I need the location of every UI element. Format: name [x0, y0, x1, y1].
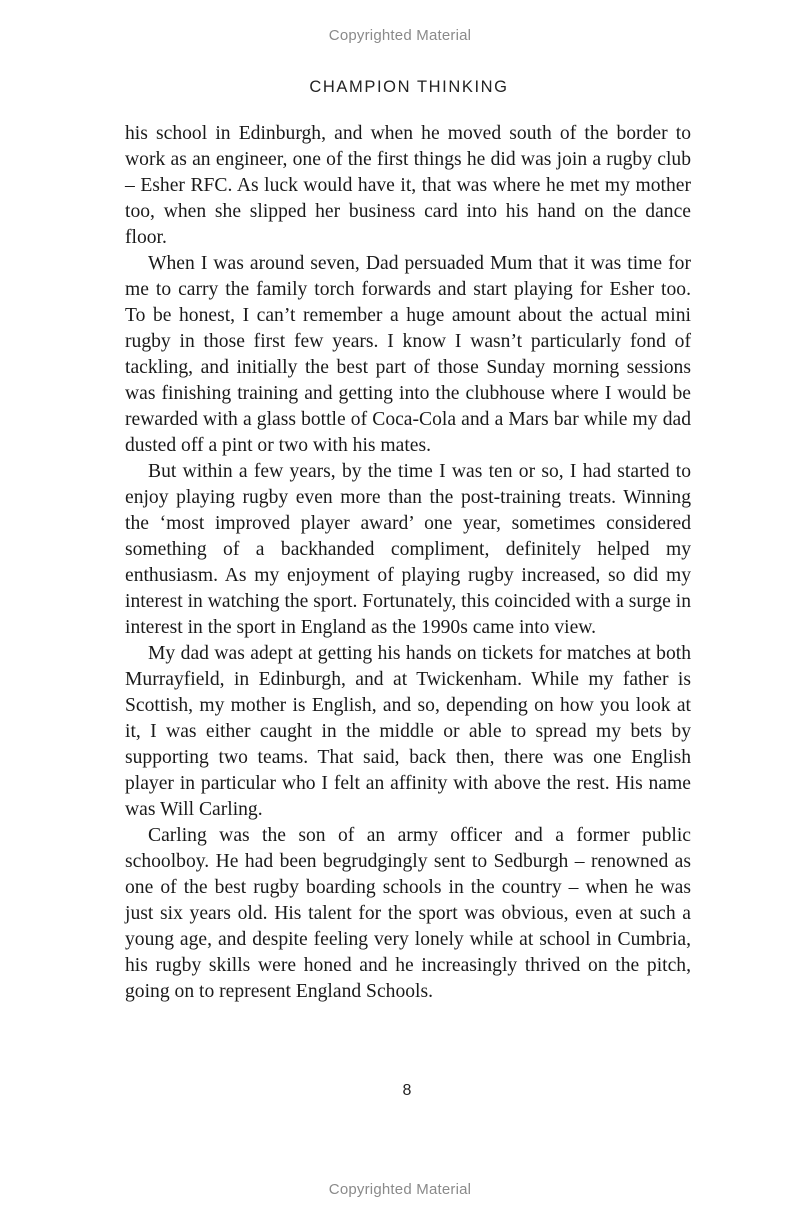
copyright-watermark-top: Copyrighted Material [328, 27, 472, 44]
paragraph: My dad was adept at getting his hands on tickets for matches at both Murrayfield, in Edinburgh, and at Twickenham. While my father is Scottish, my mother is English, and so, depending on how you look at it, I was either caught in the middle or able to spread my bets by supporting two teams. That said, back then, there was one English player in particular who I felt an affinity with above the rest. His name was Will Carling. [125, 643, 691, 820]
paragraph: But within a few years, by the time I was ten or so, I had started to enjoy playing rugby even more than the post-training treats. Winning the ‘most improved player award’ one year, sometimes considered something of a backhanded compliment, definitely helped my enthusiasm. As my enjoyment of playing rugby increased, so did my interest in watching the sport. Fortunately, this coincided with a surge in interest in the sport in England as the 1990s came into view. [125, 461, 691, 638]
paragraph-continued: his school in Edinburgh, and when he moved south of the border to work as an engineer, one of the first things he did was join a rugby club – Esher RFC. As luck would have it, that was where he met my mother too, when she slipped her business card into his hand on the dance floor. [125, 123, 691, 248]
body-text [125, 121, 691, 1005]
page-number: 8 [402, 1082, 412, 1099]
running-head: CHAMPION THINKING [309, 78, 509, 96]
paragraph: When I was around seven, Dad persuaded Mum that it was time for me to carry the family torch forwards and start playing for Esher too. To be honest, I can’t remember a huge amount about the actual mini rugby in those first few years. I know I wasn’t particularly fond of tackling, and initially the best part of those Sunday morning sessions was finishing training and getting into the clubhouse where I would be rewarded with a glass bottle of Coca-Cola and a Mars bar while my dad dusted off a pint or two with his mates. [125, 253, 691, 456]
copyright-watermark-bottom: Copyrighted Material [328, 1181, 472, 1198]
paragraph: Carling was the son of an army officer and a former public schoolboy. He had been begrudgingly sent to Sedburgh – renowned as one of the best rugby boarding schools in the country – when he was just six years old. His talent for the sport was obvious, even at such a young age, and despite feeling very lonely while at school in Cumbria, his rugby skills were honed and he increasingly thrived on the pitch, going on to represent England Schools. [125, 825, 691, 1002]
